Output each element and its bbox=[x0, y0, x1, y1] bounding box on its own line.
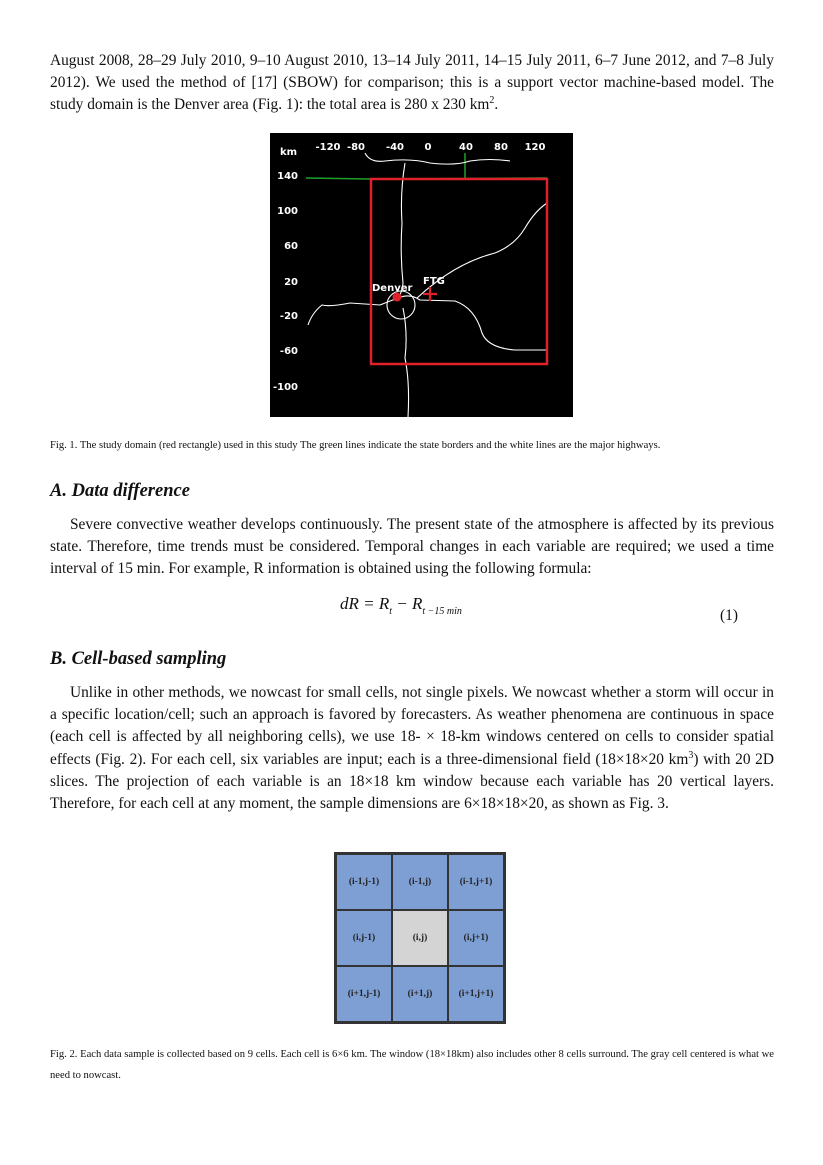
ftg-label: FTG bbox=[423, 276, 445, 287]
grid-cell-center: (i,j) bbox=[392, 910, 448, 966]
y-tick-label: 100 bbox=[277, 206, 298, 217]
cell-grid-figure bbox=[334, 852, 506, 1024]
x-tick-label: -40 bbox=[385, 142, 405, 153]
section-a-paragraph: Severe convective weather develops continuously. The present state of the atmosphere is affected by its previous state. Therefore, time trends must be considered. Temporal changes in each variable are required; we used a time interval of 15 min. For example, R information is obtained using the following formula: bbox=[50, 516, 774, 578]
section-a-heading: A. Data difference bbox=[50, 481, 190, 501]
y-tick-label: -20 bbox=[279, 311, 298, 322]
grid-cell: (i,j-1) bbox=[336, 910, 392, 966]
highway-north bbox=[365, 153, 510, 164]
y-tick-label: -100 bbox=[272, 382, 298, 393]
map-unit-label: km bbox=[280, 147, 298, 158]
y-tick-labels bbox=[273, 171, 298, 393]
map-svg bbox=[270, 133, 573, 417]
x-tick-label: 0 bbox=[424, 142, 432, 153]
grid-cell: (i-1,j-1) bbox=[336, 854, 392, 910]
grid-cell: (i+1,j+1) bbox=[448, 966, 504, 1022]
grid-cell: (i-1,j+1) bbox=[448, 854, 504, 910]
highway-i25-north bbox=[398, 163, 405, 298]
state-border-line bbox=[306, 153, 547, 179]
denver-label: Denver bbox=[372, 283, 413, 294]
grid-cell: (i-1,j) bbox=[392, 854, 448, 910]
grid-cell: (i+1,j) bbox=[392, 966, 448, 1022]
y-tick-label: 20 bbox=[284, 277, 298, 288]
study-domain-map bbox=[270, 133, 573, 417]
equation-1: dR = $R_t - R_{t -15 min}$ bbox=[340, 594, 462, 617]
x-tick-label: -80 bbox=[346, 142, 366, 153]
y-tick-label: 60 bbox=[284, 241, 298, 252]
y-tick-label: 140 bbox=[277, 171, 298, 182]
x-tick-label: 40 bbox=[459, 142, 473, 153]
ftg-marker bbox=[423, 287, 437, 301]
grid-cell: (i,j+1) bbox=[448, 910, 504, 966]
grid-cell: (i+1,j-1) bbox=[336, 966, 392, 1022]
x-tick-labels bbox=[315, 142, 545, 153]
section-b-heading: B. Cell-based sampling bbox=[50, 649, 227, 669]
fig1-caption: Fig. 1. The study domain (red rectangle) used in this study The green lines indicate the state borders and the white lines are the major highways. bbox=[50, 440, 661, 451]
fig2-caption: Fig. 2. Each data sample is collected based on 9 cells. Each cell is 6×6 km. The window (18×18km) also includes other 8 cells surround. The gray cell centered is what we need to nowcast. bbox=[50, 1049, 774, 1081]
section-b-paragraph: Unlike in other methods, we nowcast for small cells, not single pixels. We nowcast whether a storm will occur in a specific location/cell; such an approach is favored by forecasters. As weather phenomena are continuous in space (each cell is affected by all neighboring cells), we use 18- × 18-km windows centered on cells to consider spatial effects (Fig. 2). For each cell, six variables are input; each is a three-dimensional field (18×18×20 $km^3$) with 20 2D slices. The projection of each variable is an 18×18 km window because each variable has 20 vertical layers. Therefore, for each cell at any moment, the sample dimensions are 6×18×18×20, as shown as Fig. 3. bbox=[50, 684, 774, 813]
x-tick-label: -120 bbox=[315, 142, 341, 153]
intro-paragraph: August 2008, 28–29 July 2010, 9–10 August 2010, 13–14 July 2011, 14–15 July 2011, 6–7 June 2012, and 7–8 July 2012). We used the method of [17] (SBOW) for comparison; this is a support vector machine-based model. The study domain is the Denver area (Fig. 1): the total area is 280 x 230 $km^2$. bbox=[50, 52, 774, 114]
y-tick-label: -60 bbox=[279, 346, 298, 357]
highway-i70-west bbox=[308, 298, 398, 325]
x-tick-label: 120 bbox=[524, 142, 546, 153]
x-tick-label: 80 bbox=[494, 142, 508, 153]
equation-number: (1) bbox=[720, 607, 738, 624]
study-domain-rectangle bbox=[371, 179, 547, 364]
highway-i25-south bbox=[403, 308, 409, 417]
highway-i70-east bbox=[398, 296, 547, 350]
